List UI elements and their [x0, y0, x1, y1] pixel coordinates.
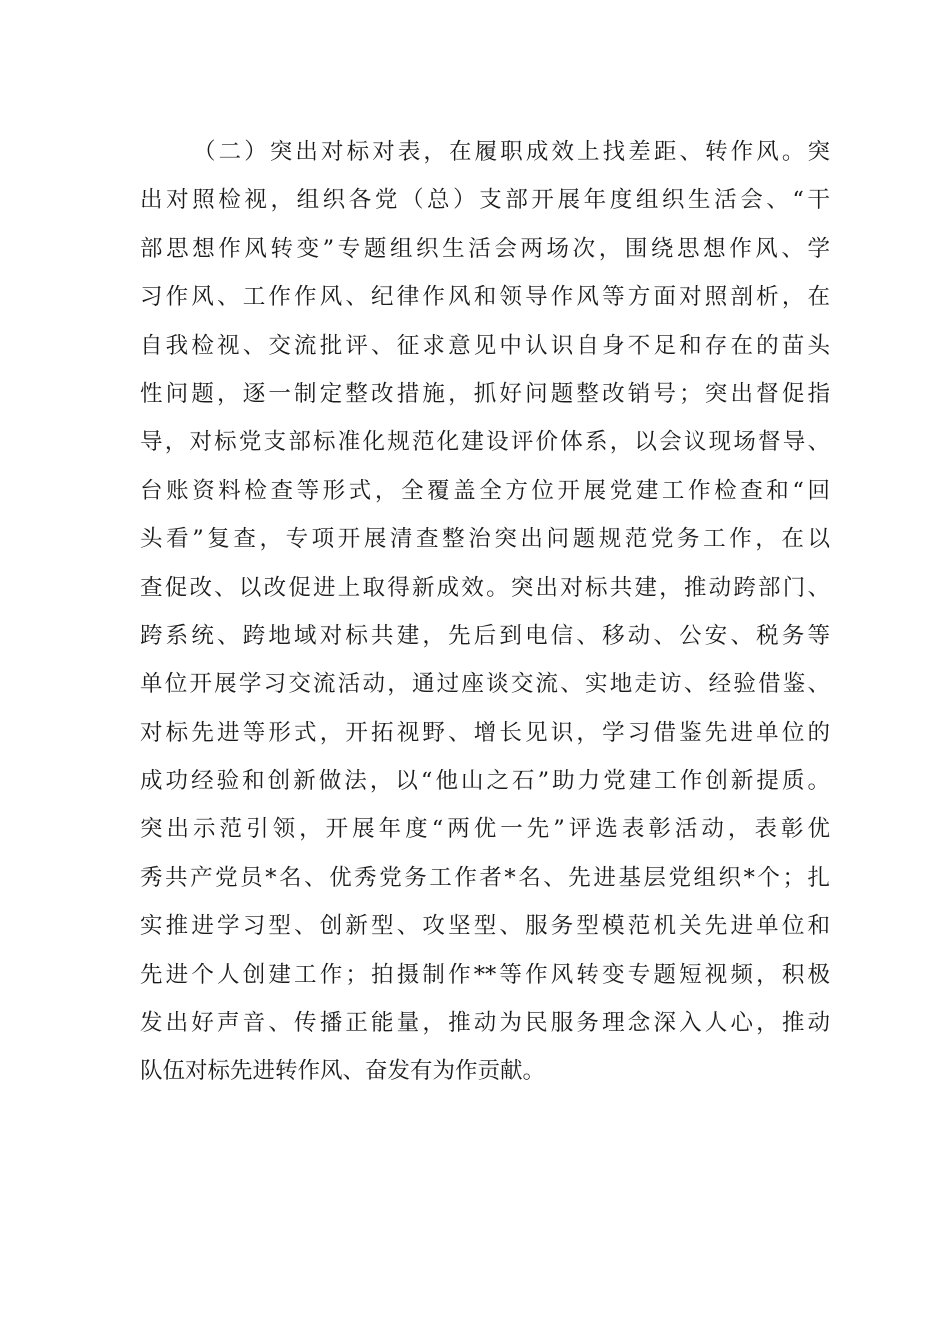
- paragraph-line: 成功经验和创新做法，以“他山之石”助力党建工作创新提质。: [140, 768, 830, 795]
- paragraph-line: 部思想作风转变”专题组织生活会两场次，围绕思想作风、学: [140, 235, 830, 262]
- body-paragraph: [140, 128, 830, 1096]
- paragraph-line: 导，对标党支部标准化规范化建设评价体系，以会议现场督导、: [140, 429, 830, 456]
- paragraph-line: 单位开展学习交流活动，通过座谈交流、实地走访、经验借鉴、: [140, 671, 830, 698]
- paragraph-line: 台账资料检查等形式，全覆盖全方位开展党建工作检查和“回: [140, 477, 830, 504]
- paragraph-line: 头看”复查，专项开展清查整治突出问题规范党务工作，在以: [140, 526, 830, 553]
- paragraph-line: （二）突出对标对表，在履职成效上找差距、转作风。突: [193, 139, 830, 165]
- paragraph-line: 性问题，逐一制定整改措施，抓好问题整改销号；突出督促指: [140, 380, 830, 407]
- paragraph-line: 队伍对标先进转作风、奋发有为作贡献。: [140, 1058, 546, 1085]
- paragraph-line: 突出示范引领，开展年度“两优一先”评选表彰活动，表彰优: [140, 816, 830, 843]
- paragraph-line: 跨系统、跨地域对标共建，先后到电信、移动、公安、税务等: [140, 622, 830, 649]
- paragraph-line: 先进个人创建工作；拍摄制作**等作风转变专题短视频，积极: [140, 961, 830, 988]
- paragraph-line: 查促改、以改促进上取得新成效。突出对标共建，推动跨部门、: [140, 574, 830, 601]
- paragraph-line: 出对照检视，组织各党（总）支部开展年度组织生活会、“干: [140, 187, 830, 214]
- paragraph-line: 秀共产党员*名、优秀党务工作者*名、先进基层党组织*个；扎: [140, 864, 830, 891]
- paragraph-line: 发出好声音、传播正能量，推动为民服务理念深入人心，推动: [140, 1010, 830, 1037]
- paragraph-line: 实推进学习型、创新型、攻坚型、服务型模范机关先进单位和: [140, 913, 830, 940]
- paragraph-line: 对标先进等形式，开拓视野、增长见识，学习借鉴先进单位的: [140, 719, 830, 746]
- paragraph-line: 习作风、工作作风、纪律作风和领导作风等方面对照剖析，在: [140, 284, 830, 311]
- paragraph-line: 自我检视、交流批评、征求意见中认识自身不足和存在的苗头: [140, 332, 830, 359]
